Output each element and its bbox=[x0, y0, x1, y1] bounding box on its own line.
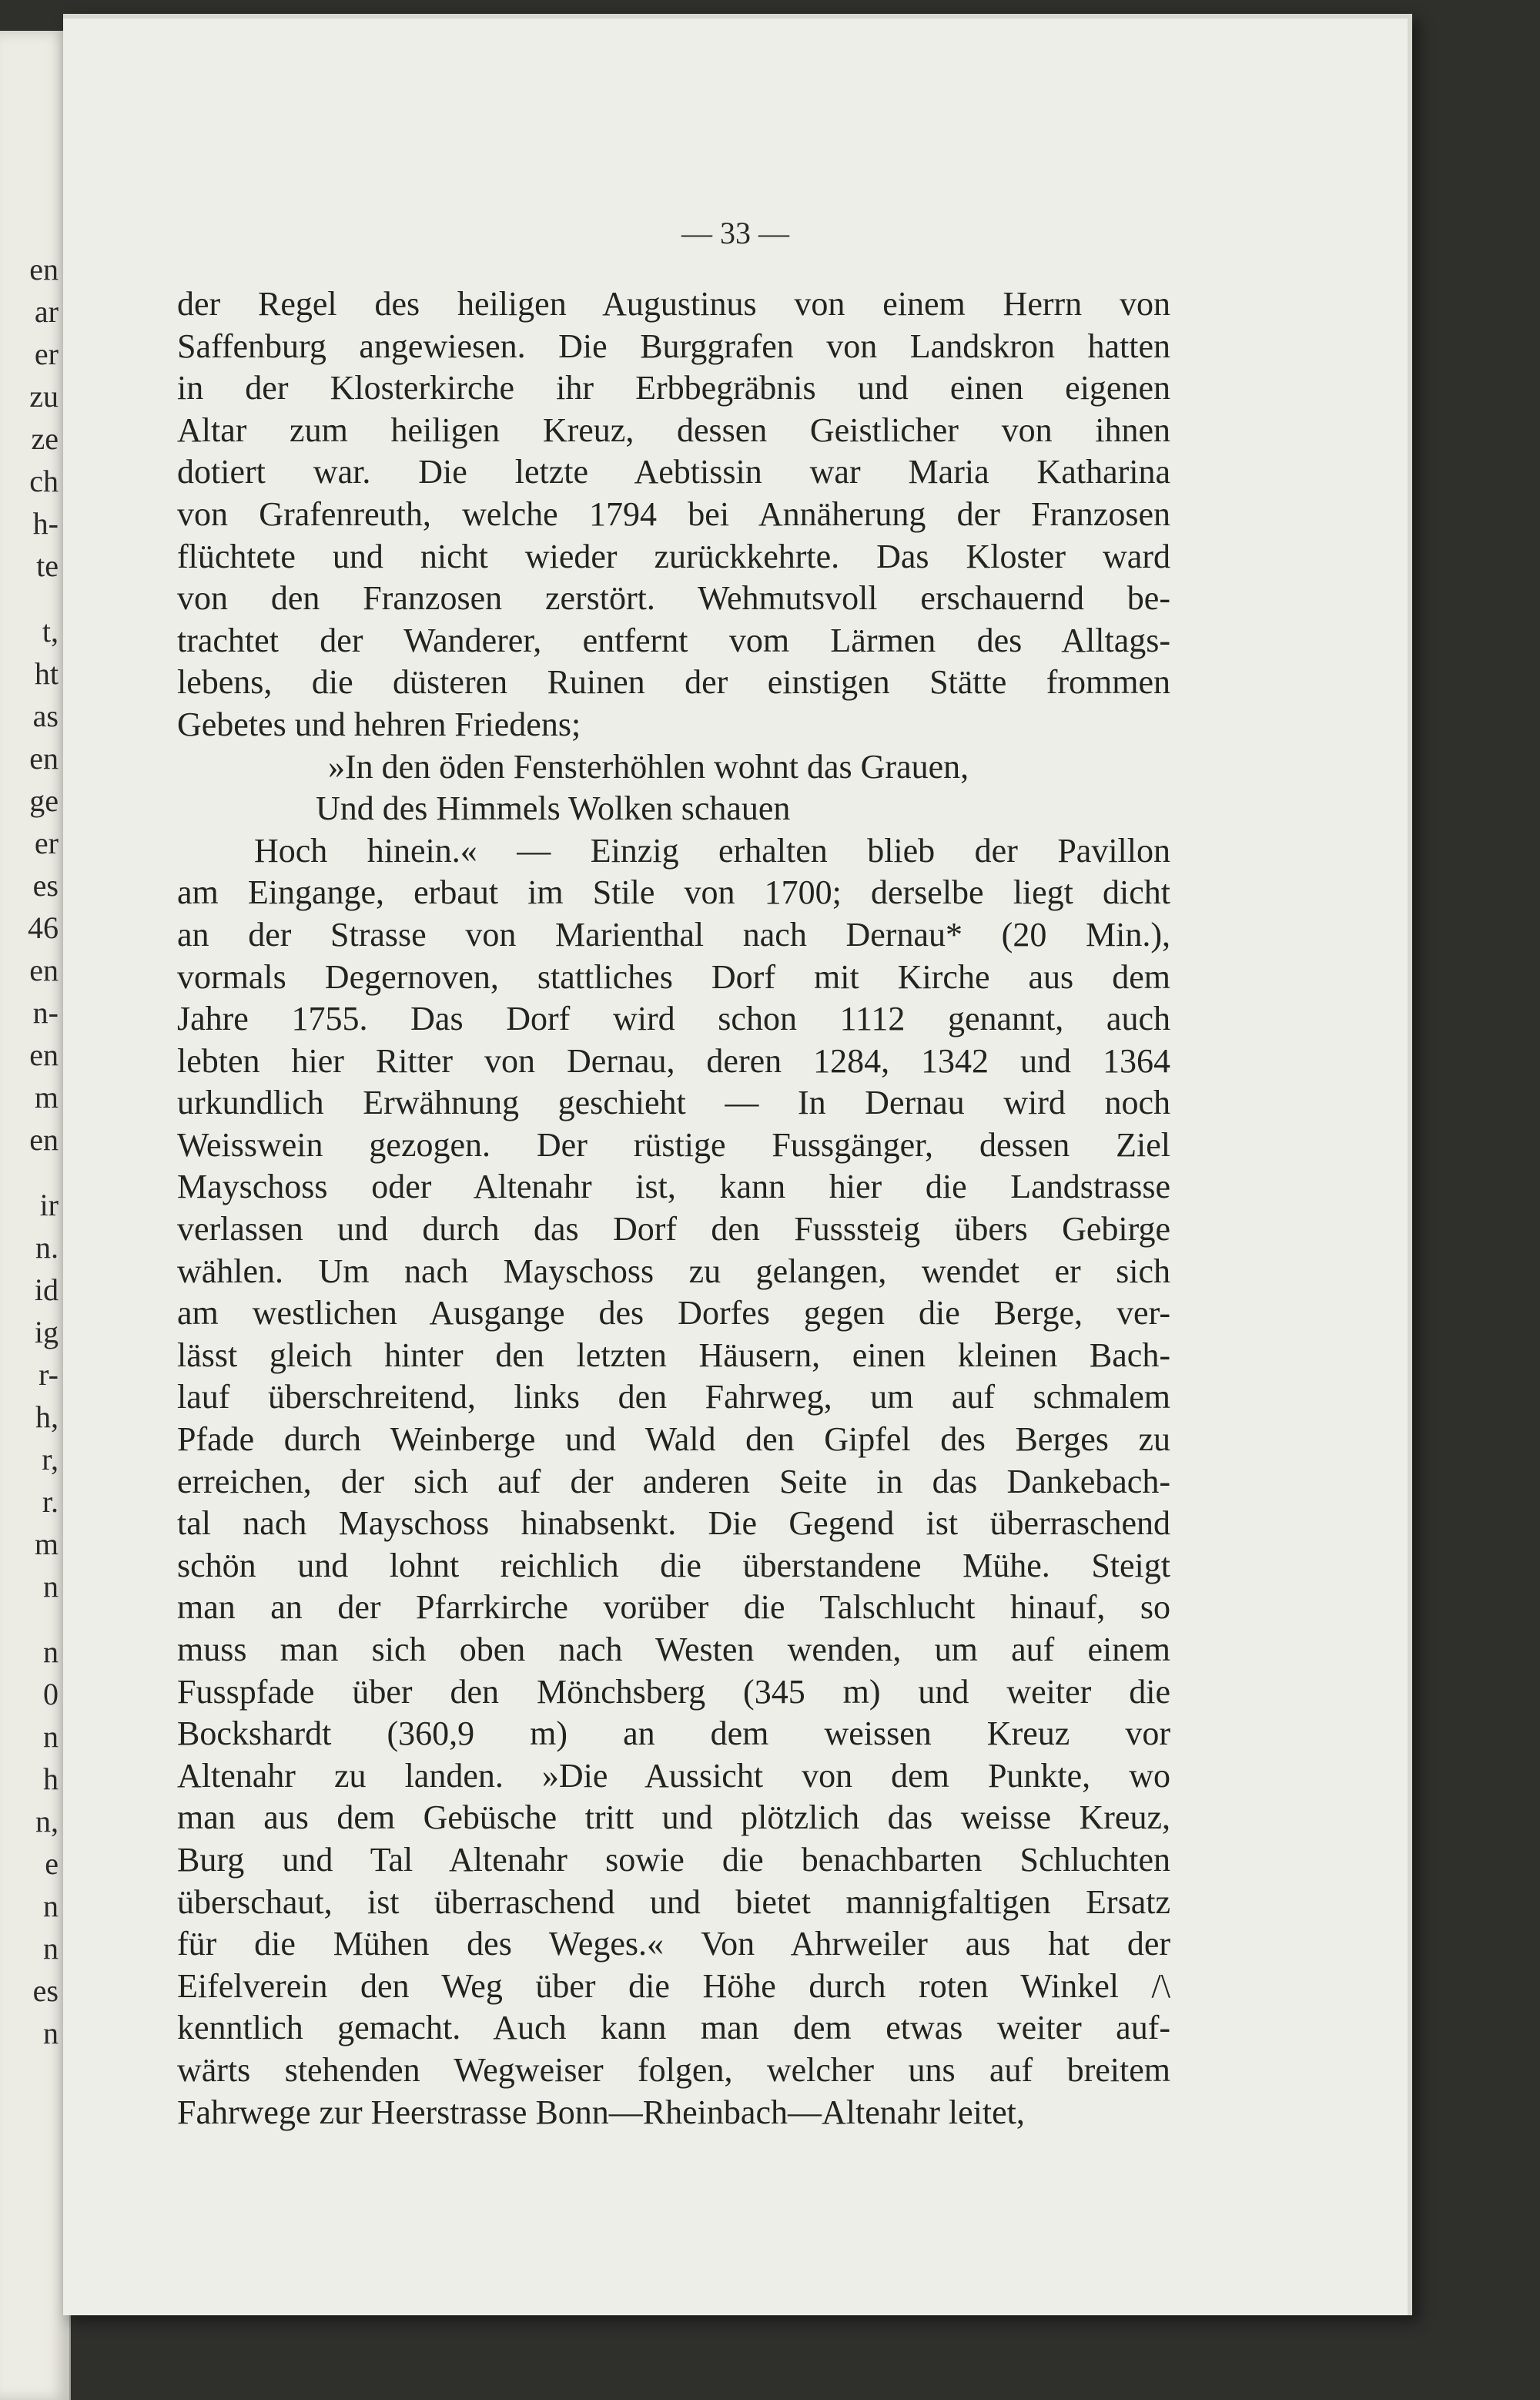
facing-page-fragment: ht bbox=[34, 656, 59, 691]
facing-page-fragment: n bbox=[43, 1634, 59, 1669]
facing-page-fragment: es bbox=[32, 1973, 59, 2008]
facing-page-fragment: ar bbox=[34, 294, 59, 329]
text-line: an der Strasse von Marienthal nach Dernau* (20 Min.), bbox=[177, 915, 1170, 954]
facing-page-fragment: te bbox=[36, 548, 59, 583]
facing-page-fragment: r. bbox=[42, 1484, 59, 1519]
text-line: für die Mühen des Weges.« Von Ahrweiler aus hat der bbox=[177, 1925, 1170, 1963]
facing-page-fragment: n. bbox=[35, 1230, 59, 1265]
text-line: Und des Himmels Wolken schauen bbox=[316, 789, 791, 828]
page-number: — 33 — bbox=[681, 216, 789, 250]
text-line: lebens, die düsteren Ruinen der einstigen Stätte frommen bbox=[177, 663, 1170, 702]
text-line: Jahre 1755. Das Dorf wird schon 1112 genannt, auch bbox=[177, 1000, 1170, 1038]
facing-page-fragment: ge bbox=[29, 783, 59, 818]
text-line: von Grafenreuth, welche 1794 bei Annäherung der Franzosen bbox=[177, 494, 1170, 533]
facing-page-fragment: m bbox=[34, 1080, 59, 1115]
text-line: wählen. Um nach Mayschoss zu gelangen, wendet er sich bbox=[177, 1252, 1170, 1290]
facing-page-fragment: n- bbox=[32, 995, 59, 1030]
facing-page-fragment: id bbox=[34, 1272, 59, 1307]
facing-page-edge bbox=[0, 31, 71, 2400]
facing-page-fragment: n bbox=[43, 2016, 59, 2050]
text-line: kenntlich gemacht. Auch kann man dem etwas weiter auf- bbox=[177, 2009, 1170, 2047]
facing-page-fragment: er bbox=[34, 826, 59, 860]
text-line: Gebetes und hehren Friedens; bbox=[177, 705, 581, 743]
facing-page-fragment: h- bbox=[32, 506, 59, 541]
text-line: dotiert war. Die letzte Aebtissin war Maria Katharina bbox=[177, 453, 1170, 491]
facing-page-fragment: en bbox=[29, 741, 59, 776]
facing-page-fragment: m bbox=[34, 1527, 59, 1561]
text-line: lebten hier Ritter von Dernau, deren 1284, 1342 und 1364 bbox=[177, 1041, 1170, 1080]
facing-page-fragment: es bbox=[32, 868, 59, 903]
text-line: man aus dem Gebüsche tritt und plötzlich das weisse Kreuz, bbox=[177, 1798, 1170, 1837]
facing-page-fragment: e bbox=[45, 1846, 59, 1881]
text-line: tal nach Mayschoss hinabsenkt. Die Gegend ist überraschend bbox=[177, 1504, 1170, 1543]
facing-page-fragment: t, bbox=[42, 614, 59, 649]
facing-page-fragment: r- bbox=[38, 1357, 59, 1392]
text-line: Fusspfade über den Mönchsberg (345 m) und weiter die bbox=[177, 1672, 1170, 1711]
facing-page-fragment: ch bbox=[29, 464, 59, 498]
facing-page-fragment: as bbox=[32, 699, 59, 733]
text-line: Pfade durch Weinberge und Wald den Gipfel des Berges zu bbox=[177, 1420, 1170, 1459]
facing-page-fragment: n bbox=[43, 1889, 59, 1923]
text-line: der Regel des heiligen Augustinus von einem Herrn von bbox=[177, 285, 1170, 323]
facing-page-fragment: 0 bbox=[43, 1677, 59, 1711]
text-line: Eifelverein den Weg über die Höhe durch roten Winkel /\ bbox=[177, 1966, 1170, 2005]
text-line: Saffenburg angewiesen. Die Burggrafen von Landskron hatten bbox=[177, 327, 1170, 365]
text-line: vormals Degernoven, stattliches Dorf mit Kirche aus dem bbox=[177, 957, 1170, 996]
facing-page-fragment: en bbox=[29, 953, 59, 987]
text-line: muss man sich oben nach Westen wenden, um auf einem bbox=[177, 1631, 1170, 1668]
facing-page-fragment: n, bbox=[35, 1804, 59, 1839]
text-line: Hoch hinein.« — Einzig erhalten blieb der Pavillon bbox=[254, 831, 1170, 870]
text-line: überschaut, ist überraschend und bietet mannigfaltigen Ersatz bbox=[177, 1882, 1170, 1921]
facing-page-fragment: zu bbox=[29, 379, 59, 414]
text-line: Mayschoss oder Altenahr ist, kann hier die Landstrasse bbox=[177, 1168, 1170, 1206]
text-line: erreichen, der sich auf der anderen Seite in das Dankebach- bbox=[177, 1462, 1170, 1500]
text-line: wärts stehenden Wegweiser folgen, welcher uns auf breitem bbox=[177, 2050, 1170, 2089]
text-line: schön und lohnt reichlich die überstandene Mühe. Steigt bbox=[177, 1546, 1170, 1584]
text-line: trachtet der Wanderer, entfernt vom Lärmen des Alltags- bbox=[177, 621, 1170, 659]
text-line: lauf überschreitend, links den Fahrweg, um auf schmalem bbox=[177, 1378, 1170, 1416]
text-line: Fahrwege zur Heerstrasse Bonn—Rheinbach—Altenahr leitet, bbox=[177, 2093, 1025, 2131]
facing-page-fragment: en bbox=[29, 1122, 59, 1157]
text-line: von den Franzosen zerstört. Wehmutsvoll erschauernd be- bbox=[177, 579, 1170, 618]
facing-page-fragment: ir bbox=[39, 1188, 59, 1222]
facing-page-fragment: ze bbox=[31, 421, 59, 456]
text-line: Weisswein gezogen. Der rüstige Fussgänger, dessen Ziel bbox=[177, 1125, 1170, 1164]
text-line: Burg und Tal Altenahr sowie die benachbarten Schluchten bbox=[177, 1840, 1170, 1879]
text-line: »In den öden Fensterhöhlen wohnt das Grauen, bbox=[328, 747, 969, 786]
text-line: man an der Pfarrkirche vorüber die Talschlucht hinauf, so bbox=[177, 1588, 1170, 1627]
text-line: am westlichen Ausgange des Dorfes gegen die Berge, ver- bbox=[177, 1294, 1170, 1332]
facing-page-fragment: n bbox=[43, 1569, 59, 1604]
text-line: Altenahr zu landen. »Die Aussicht von dem Punkte, wo bbox=[177, 1756, 1170, 1795]
text-line: Bockshardt (360,9 m) an dem weissen Kreuz vor bbox=[177, 1715, 1170, 1753]
text-line: am Eingange, erbaut im Stile von 1700; derselbe liegt dicht bbox=[177, 873, 1170, 912]
book-page bbox=[63, 14, 1412, 2315]
facing-page-fragment: en bbox=[29, 1037, 59, 1072]
text-line: urkundlich Erwähnung geschieht — In Dernau wird noch bbox=[177, 1084, 1170, 1122]
body-text bbox=[177, 283, 1170, 2134]
facing-page-fragment: r, bbox=[42, 1442, 59, 1477]
facing-page-fragment: h bbox=[43, 1761, 59, 1796]
facing-page-fragment: er bbox=[34, 337, 59, 371]
text-line: lässt gleich hinter den letzten Häusern, einen kleinen Bach- bbox=[177, 1336, 1170, 1374]
facing-page-fragment: h, bbox=[35, 1399, 59, 1434]
facing-page-fragment: en bbox=[29, 252, 59, 287]
text-line: verlassen und durch das Dorf den Fusssteig übers Gebirge bbox=[177, 1210, 1170, 1249]
text-line: flüchtete und nicht wieder zurückkehrte. Das Kloster ward bbox=[177, 537, 1170, 575]
facing-page-fragment: n bbox=[43, 1931, 59, 1966]
text-line: in der Klosterkirche ihr Erbbegräbnis und einen eigenen bbox=[177, 369, 1170, 407]
facing-page-fragment: 46 bbox=[28, 910, 59, 945]
facing-page-fragment: ig bbox=[34, 1315, 59, 1349]
facing-page-fragment: n bbox=[43, 1719, 59, 1754]
text-line: Altar zum heiligen Kreuz, dessen Geistlicher von ihnen bbox=[177, 411, 1170, 449]
